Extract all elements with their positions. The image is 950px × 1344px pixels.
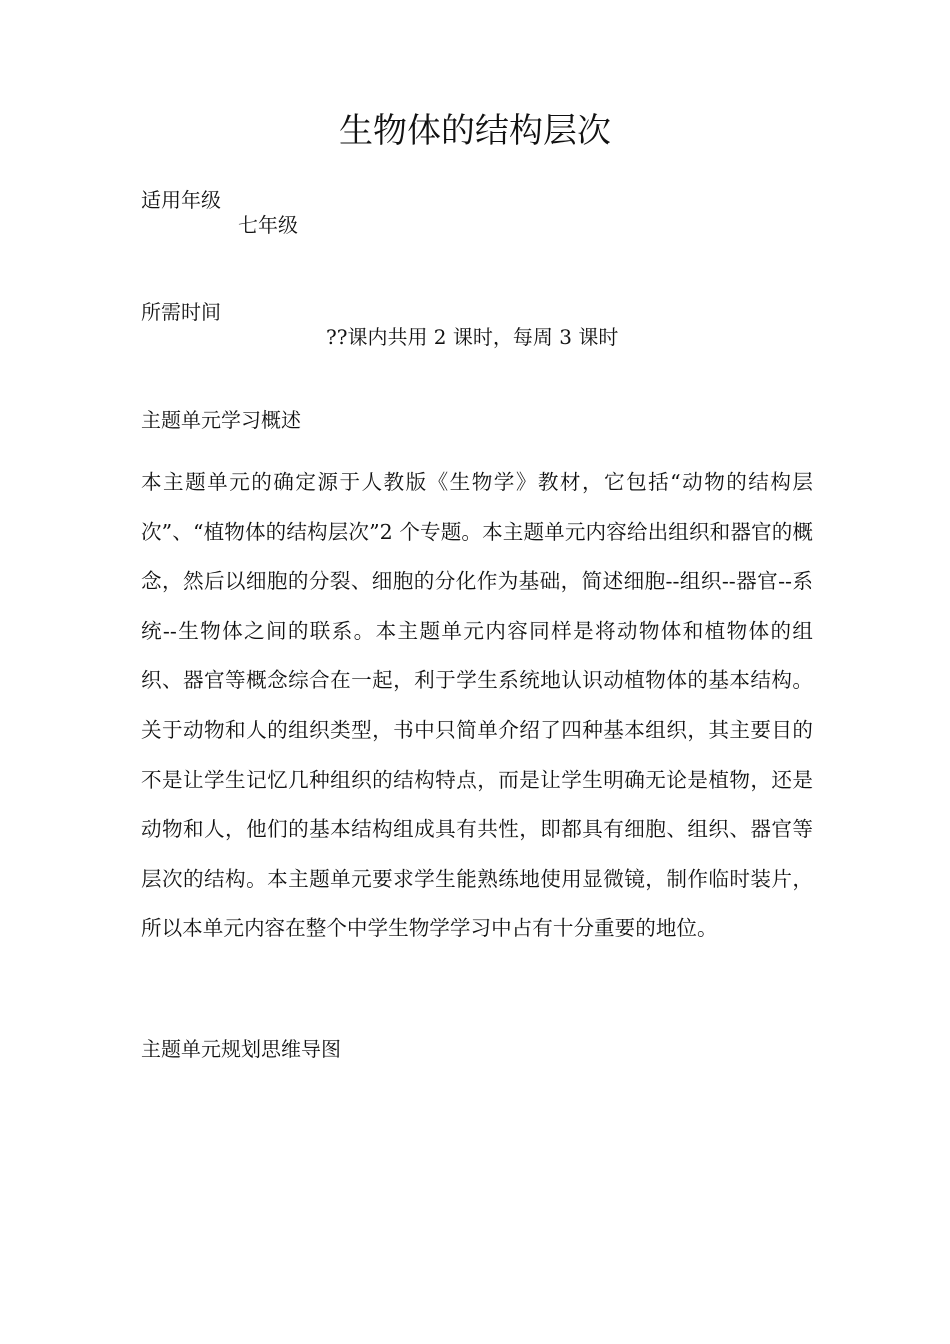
document-title: 生物体的结构层次 xyxy=(339,111,611,151)
overview-heading: 主题单元学习概述 xyxy=(141,408,301,432)
mindmap-heading: 主题单元规划思维导图 xyxy=(141,1037,341,1061)
grade-value: 七年级 xyxy=(238,213,298,237)
overview-paragraph: 本主题单元的确定源于人教版《生物学》教材，它包括“动物的结构层次”、“植物体的结构层次”2 个专题。本主题单元内容给出组织和器官的概念，然后以细胞的分裂、细胞的分化作为基础，简述细胞--组织--器官--系统--生物体之间的联系。本主题单元内容同样是将动物体和植物体的组织、器官等概念综合在一起，利于学生系统地认识动植物体的基本结构。关于动物和人的组织类型，书中只简单介绍了四种基本组织，其主要目的不是让学生记忆几种组织的结构特点，而是让学生明确无论是植物，还是动物和人，他们的基本结构组成具有共性，即都具有细胞、组织、器官等层次的结构。本主题单元要求学生能熟练地使用显微镜，制作临时装片，所以本单元内容在整个中学生物学学习中占有十分重要的地位。 xyxy=(141,470,813,941)
grade-label: 适用年级 xyxy=(141,188,221,212)
time-label: 所需时间 xyxy=(141,300,221,324)
time-value: ??课内共用 2 课时，每周 3 课时 xyxy=(326,325,619,349)
